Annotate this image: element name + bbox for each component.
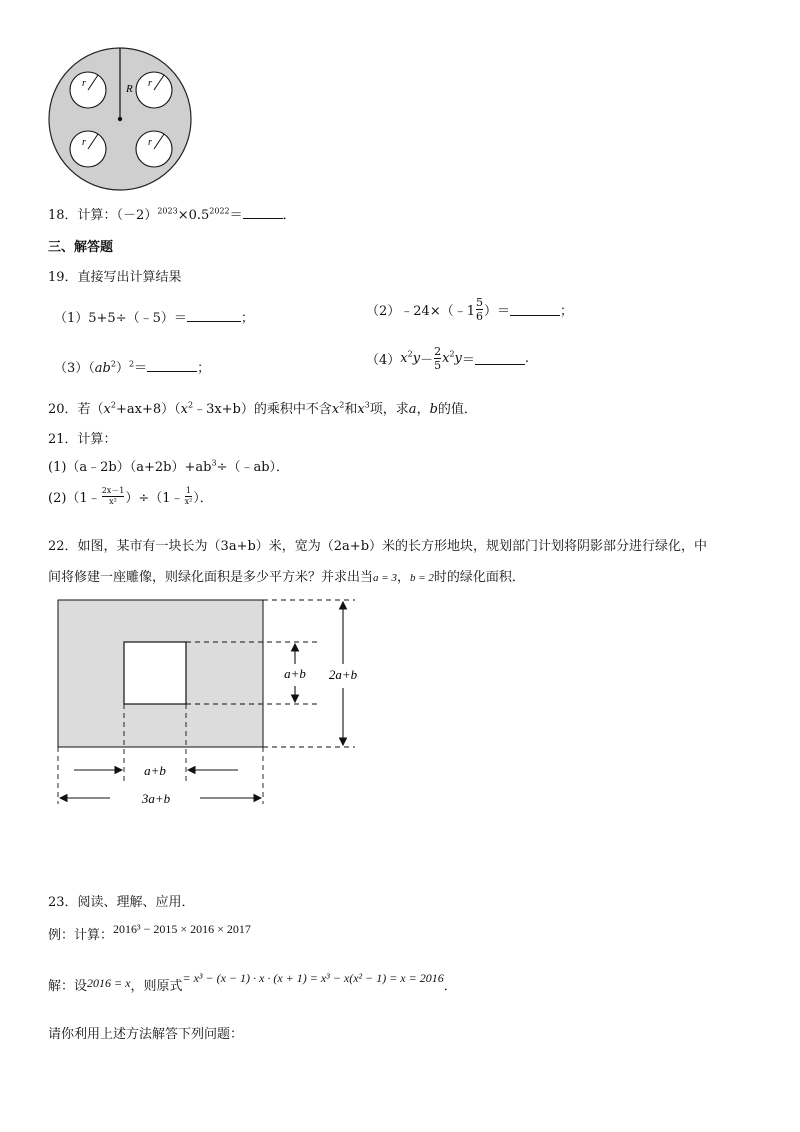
answer-blank[interactable] [187, 309, 241, 322]
question-19-title: 19．直接写出计算结果 [48, 270, 182, 285]
question-19-part-3: $(3)(ab^2)^2=$ ； [54, 359, 211, 376]
question-19-part-4: $(4)x^2y-$ $\frac{2}{5}$ $x^2y=$ . [366, 345, 530, 372]
question-22-line-1: 22．如图，某市有一块长为（3a+b）米，宽为（2a+b）米的长方形地块，规划部门计划将阴影部分进行绿化，中 [48, 539, 708, 554]
question-22-line-2: 间将修建一座雕像，则绿化面积是多少平方米？并求出当a = 3，b = 2时的绿化面积． [48, 570, 525, 585]
question-23-title: 23．阅读、理解、应用． [48, 895, 195, 910]
svg-text:r: r [82, 78, 86, 89]
section-title: 三、解答题 [48, 240, 114, 255]
question-21-title: 21．计算： [48, 432, 117, 447]
solution-line: 解：设2016 = x，则原式= x³ − (x − 1) · x · (x + 1) = x³ − x(x² − 1) = x = 2016． [48, 971, 457, 994]
inner-width-label: a+b [144, 763, 166, 778]
rectangle-figure [50, 592, 380, 817]
svg-text:r: r [148, 137, 152, 148]
radius-R-label: R [126, 83, 133, 95]
question-21-part-1: $(1)(a﹣2b)(a+2b)+ab^3\div(﹣ab)$． [48, 458, 290, 475]
question-19-part-2: （2）﹣24×（﹣1 $\frac{5}{6}$ ）＝ ； [366, 296, 574, 323]
question-23-prompt: 请你利用上述方法解答下列问题： [48, 1027, 244, 1042]
answer-blank[interactable] [475, 352, 525, 365]
outer-width-label: 3a+b [141, 791, 171, 806]
answer-blank[interactable] [243, 206, 283, 219]
circle-figure [48, 46, 192, 192]
question-20: 20．若$(x^2+ax+8)(x^2﹣3x+b)$的乘积中不含$x^2$和$x^3$项，求a，b的值． [48, 400, 477, 417]
question-19-part-1: （1）5+5÷（﹣5）＝ ； [54, 311, 254, 326]
hole-top-right [136, 72, 172, 108]
answer-blank[interactable] [510, 303, 560, 316]
question-18: 18．计算：$(-2)^{2023}\times 0.5^{2022}=$ ． [48, 206, 296, 223]
inner-height-label: a+b [284, 666, 306, 681]
hole-bottom-right [136, 131, 172, 167]
hole-top-left [70, 72, 106, 108]
outer-height-label: 2a+b [328, 667, 358, 682]
answer-blank[interactable] [147, 359, 197, 372]
question-21-part-2: (2)（1﹣ $\frac{2x-1}{\text{x²}}$ ）÷（1﹣ $\frac{1}{\text{x²}}$ ）． [48, 486, 213, 506]
svg-text:r: r [82, 137, 86, 148]
hole-bottom-left [70, 131, 106, 167]
svg-text:r: r [148, 78, 152, 89]
example-line: 例：计算：2016³ − 2015 × 2016 × 2017 [48, 922, 251, 943]
